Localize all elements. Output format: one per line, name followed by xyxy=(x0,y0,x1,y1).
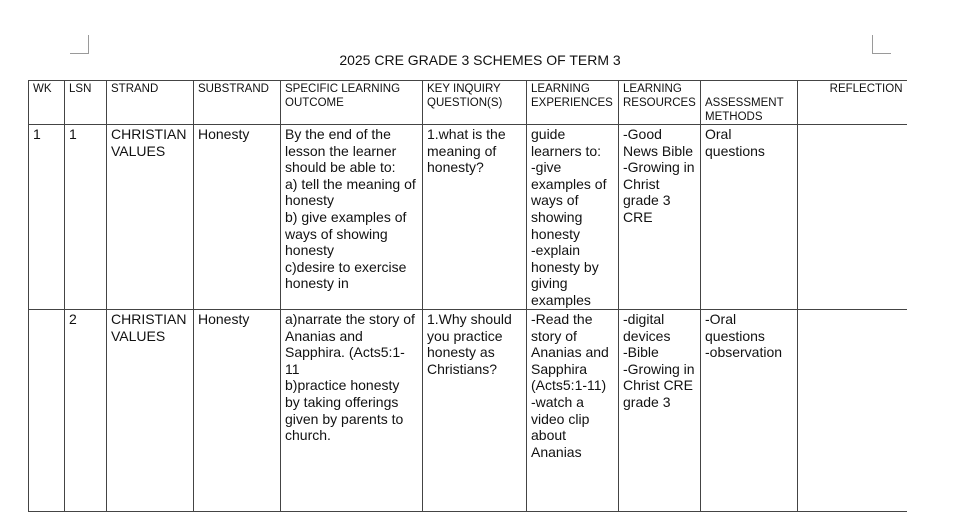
schemes-table xyxy=(28,80,907,512)
cell-reflection xyxy=(798,125,907,310)
cell-learning-experiences: -Read the story of Ananias and Sapphira (Acts5:1-11) -watch a video clip about Ananias xyxy=(527,310,619,512)
cell-inquiry-question: 1.Why should you practice honesty as Christians? xyxy=(423,310,527,512)
document-title: 2025 CRE GRADE 3 SCHEMES OF TERM 3 xyxy=(339,52,621,68)
header-inquiry-question: KEY INQUIRY QUESTION(S) xyxy=(423,81,527,125)
cell-substrand: Honesty xyxy=(194,310,281,512)
table-row xyxy=(29,125,907,310)
cell-learning-resources: -digital devices -Bible -Growing in Christ CRE grade 3 xyxy=(619,310,701,512)
header-learning-resources: LEARNING RESOURCES xyxy=(619,81,701,125)
cell-learning-outcome: a)narrate the story of Ananias and Sapphira. (Acts5:1-11 b)practice honesty by taking offerings given by parents to church. xyxy=(281,310,423,512)
cell-strand: CHRISTIAN VALUES xyxy=(107,310,194,512)
header-strand: STRAND xyxy=(107,81,194,125)
header-lsn: LSN xyxy=(65,81,107,125)
cell-assessment-methods: Oral questions xyxy=(701,125,798,310)
cell-assessment-methods: -Oral questions -observation xyxy=(701,310,798,512)
cell-strand: CHRISTIAN VALUES xyxy=(107,125,194,310)
header-assessment-methods: ASSESSMENT METHODS xyxy=(701,81,798,125)
cell-wk: 1 xyxy=(29,125,65,310)
cell-wk xyxy=(29,310,65,512)
cell-learning-experiences: guide learners to: -give examples of ways of showing honesty -explain honesty by giving examples xyxy=(527,125,619,310)
header-learning-outcome: SPECIFIC LEARNING OUTCOME xyxy=(281,81,423,125)
cell-reflection xyxy=(798,310,907,512)
header-learning-experiences: LEARNING EXPERIENCES xyxy=(527,81,619,125)
table-row xyxy=(29,310,907,512)
cell-learning-resources: -Good News Bible -Growing in Christ grade 3 CRE xyxy=(619,125,701,310)
cell-learning-outcome: By the end of the lesson the learner should be able to: a) tell the meaning of honesty b) give examples of ways of showing honesty c)desire to exercise honesty in xyxy=(281,125,423,310)
cell-lsn: 2 xyxy=(65,310,107,512)
header-wk: WK xyxy=(29,81,65,125)
cell-substrand: Honesty xyxy=(194,125,281,310)
cell-lsn: 1 xyxy=(65,125,107,310)
header-substrand: SUBSTRAND xyxy=(194,81,281,125)
android-nav-bar xyxy=(920,0,960,480)
header-reflection: REFLECTION xyxy=(798,81,907,125)
cell-inquiry-question: 1.what is the meaning of honesty? xyxy=(423,125,527,310)
table-header-row xyxy=(29,81,907,125)
